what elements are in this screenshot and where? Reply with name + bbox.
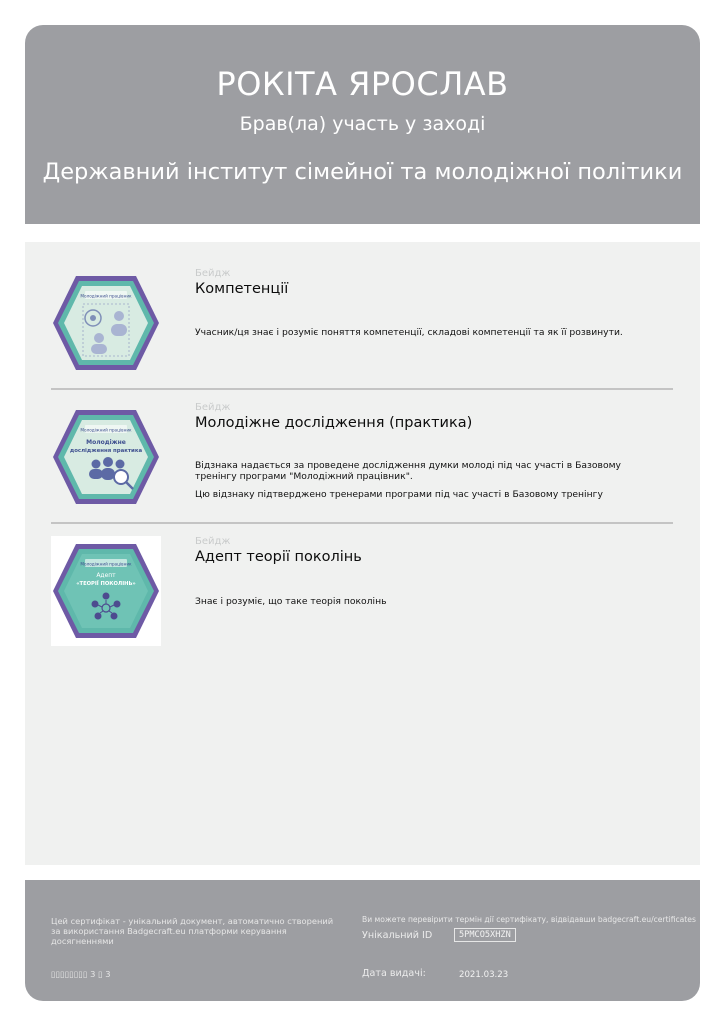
badge-title: Компетенції — [195, 281, 289, 297]
badge-description-line: Відзнака надається за проведене дослідження думки молоді під час участі в Базовому тренінгу програми "Молодіжний працівник". — [195, 460, 621, 482]
badge-description-line: Учасник/ця знає і розуміє поняття компетенції, складові компетенції та як її розвинути. — [195, 327, 623, 338]
unique-id-value: 5PMCO5XHZN — [454, 928, 516, 942]
badge-image-text: дослідження практика — [69, 448, 143, 454]
verify-note: Ви можете перевірити термін дії сертифікату, відвідавши badgecraft.eu/certificates — [362, 915, 696, 924]
badge-description-line: Знає і розуміє, що таке теорія поколінь — [195, 596, 387, 607]
recipient-name: РОКІТА ЯРОСЛАВ — [216, 65, 509, 103]
badge-kicker: Бейдж — [195, 402, 231, 413]
badge-image-competencies — [51, 268, 161, 378]
issue-date-label: Дата видачі: — [362, 968, 426, 979]
badge-image-text: Адепт — [96, 572, 116, 579]
badges-panel — [25, 242, 700, 865]
certificate-footer — [25, 880, 700, 1001]
certificate-notice: Цей сертифікат - унікальний документ, автоматично створений за використання Badgecraft.eu платформи керування досягненнями — [51, 916, 334, 946]
issue-date-value: 2021.03.23 — [459, 970, 509, 980]
participation-text: Брав(ла) участь у заході — [239, 113, 486, 135]
badge-image-text: Молодіжне — [86, 439, 126, 446]
certificate-header — [25, 25, 700, 224]
organization-name: Державний інститут сімейної та молодіжної політики — [42, 159, 683, 185]
badge-title: Адепт теорії поколінь — [195, 549, 362, 565]
badge-description — [195, 327, 665, 338]
badge-image-header: Молодіжний працівник — [80, 427, 132, 433]
badge-image-header: Молодіжний працівник — [80, 293, 132, 299]
unique-id-label: Унікальний ID — [362, 930, 433, 941]
badge-image-generations-theory — [51, 536, 161, 646]
badge-image-text: «ТЕОРІЇ ПОКОЛІНЬ» — [76, 581, 136, 587]
badge-item-competencies — [25, 242, 700, 376]
badge-description — [195, 596, 665, 607]
badge-image-header: Молодіжний працівник — [80, 561, 132, 567]
badge-kicker: Бейдж — [195, 268, 231, 279]
badge-kicker: Бейдж — [195, 536, 231, 547]
badge-description — [195, 460, 665, 500]
badge-description-line: Цю відзнаку підтверджено тренерами програми під час участі в Базовому тренінгу — [195, 489, 603, 500]
badge-title: Молодіжне дослідження (практика) — [195, 415, 473, 431]
badge-image-youth-research — [51, 402, 161, 512]
badge-item-generations-theory — [25, 510, 700, 644]
page-indicator: ▯▯▯▯▯▯▯▯ 3 ▯ 3 — [51, 969, 111, 979]
badge-item-youth-research — [25, 376, 700, 510]
